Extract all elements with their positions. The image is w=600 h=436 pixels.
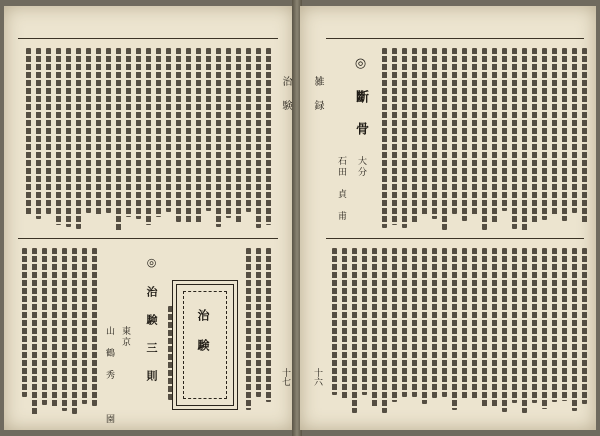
text-column bbox=[186, 48, 191, 224]
box-title: 治 験 bbox=[196, 309, 210, 354]
text-column bbox=[482, 248, 487, 407]
text-column bbox=[382, 48, 387, 228]
text-column bbox=[256, 48, 261, 228]
text-column bbox=[512, 248, 517, 403]
text-column bbox=[166, 48, 171, 212]
text-column bbox=[572, 48, 577, 213]
left-running-head: 治 験 bbox=[280, 76, 291, 112]
article-heading: ◎ 斷 骨 bbox=[353, 56, 368, 138]
text-column bbox=[412, 48, 417, 223]
text-column bbox=[352, 248, 357, 413]
decorative-box bbox=[176, 284, 234, 406]
text-column bbox=[332, 248, 337, 395]
text-column bbox=[56, 48, 61, 225]
text-column bbox=[72, 248, 77, 414]
text-column bbox=[206, 48, 211, 211]
text-column bbox=[116, 48, 121, 232]
text-column bbox=[126, 48, 131, 217]
text-column bbox=[216, 48, 221, 227]
text-column bbox=[522, 48, 527, 232]
right-running-head: 雑 録 bbox=[312, 76, 323, 112]
text-column bbox=[62, 248, 67, 411]
text-column bbox=[472, 48, 477, 216]
text-column bbox=[136, 48, 141, 219]
text-column bbox=[552, 48, 557, 215]
text-column bbox=[432, 48, 437, 219]
text-column bbox=[462, 48, 467, 221]
text-column bbox=[582, 48, 587, 223]
article-heading: ◎ 治 験 三 則 bbox=[145, 256, 158, 384]
text-column bbox=[562, 248, 567, 401]
top-rule bbox=[18, 38, 278, 39]
text-column bbox=[442, 48, 447, 230]
text-column bbox=[266, 248, 271, 402]
text-column bbox=[432, 248, 437, 398]
text-column bbox=[522, 248, 527, 413]
right-page bbox=[300, 6, 596, 430]
text-column bbox=[52, 248, 57, 407]
text-column bbox=[46, 48, 51, 214]
text-column bbox=[492, 48, 497, 223]
text-column bbox=[372, 248, 377, 407]
text-column bbox=[502, 48, 507, 211]
text-column bbox=[176, 48, 181, 222]
text-column bbox=[412, 248, 417, 397]
text-column bbox=[226, 48, 231, 218]
text-column bbox=[552, 248, 557, 402]
text-column bbox=[96, 48, 101, 216]
text-column bbox=[66, 48, 71, 227]
text-column bbox=[562, 48, 567, 221]
text-column bbox=[76, 48, 81, 229]
text-column bbox=[256, 248, 261, 397]
text-column bbox=[402, 48, 407, 228]
text-column bbox=[422, 48, 427, 215]
text-column bbox=[26, 48, 31, 215]
text-column bbox=[236, 48, 241, 224]
text-column bbox=[22, 248, 27, 397]
text-column bbox=[392, 48, 397, 225]
left-page-number: 十七 bbox=[280, 368, 290, 386]
text-column bbox=[462, 248, 467, 399]
text-column bbox=[86, 48, 91, 213]
text-column bbox=[512, 48, 517, 229]
text-column bbox=[156, 48, 161, 217]
top-rule bbox=[326, 38, 584, 39]
text-column bbox=[542, 48, 547, 220]
author-prefix: 東京 bbox=[120, 326, 130, 348]
text-column bbox=[246, 48, 251, 212]
text-column bbox=[482, 48, 487, 230]
text-column bbox=[402, 248, 407, 397]
text-column bbox=[342, 248, 347, 399]
text-column bbox=[492, 248, 497, 408]
text-column bbox=[442, 248, 447, 397]
author-prefix: 大分 bbox=[356, 156, 366, 178]
text-column bbox=[92, 248, 97, 406]
text-column bbox=[42, 248, 47, 405]
middle-rule bbox=[18, 238, 278, 239]
text-column bbox=[452, 48, 457, 214]
text-column bbox=[532, 248, 537, 403]
text-column bbox=[32, 248, 37, 415]
text-column bbox=[452, 248, 457, 410]
text-column bbox=[168, 306, 173, 400]
text-column bbox=[572, 248, 577, 411]
text-column bbox=[472, 248, 477, 399]
author-name: 石田 貞 甫 bbox=[336, 156, 346, 222]
left-page bbox=[4, 6, 294, 430]
text-column bbox=[542, 248, 547, 409]
text-column bbox=[146, 48, 151, 225]
text-column bbox=[36, 48, 41, 219]
text-column bbox=[196, 48, 201, 223]
text-column bbox=[362, 248, 367, 395]
text-column bbox=[266, 48, 271, 225]
author-name: 山 鶴 秀 園 bbox=[104, 326, 114, 425]
text-column bbox=[582, 248, 587, 404]
text-column bbox=[82, 248, 87, 404]
text-column bbox=[422, 248, 427, 404]
text-column bbox=[532, 48, 537, 224]
text-column bbox=[382, 248, 387, 413]
text-column bbox=[392, 248, 397, 402]
text-column bbox=[502, 248, 507, 412]
middle-rule bbox=[326, 238, 584, 239]
right-page-number: 十六 bbox=[312, 368, 322, 386]
text-column bbox=[106, 48, 111, 213]
text-column bbox=[246, 248, 251, 410]
